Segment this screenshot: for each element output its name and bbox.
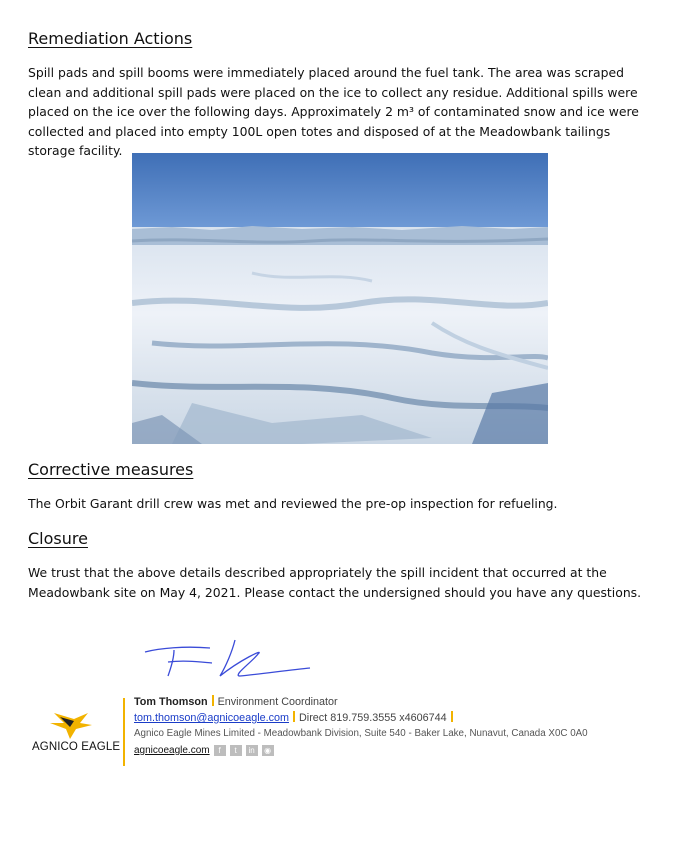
section-heading-remediation: Remediation Actions <box>28 29 193 48</box>
facebook-icon[interactable]: f <box>214 745 226 756</box>
site-photo <box>132 153 548 444</box>
twitter-icon[interactable]: t <box>230 745 242 756</box>
gold-separator <box>212 695 214 706</box>
signer-name: Tom Thomson <box>134 696 208 708</box>
company-address: Agnico Eagle Mines Limited - Meadowbank Division, Suite 540 - Baker Lake, Nunavut, Canada X0C 0A0 <box>134 728 588 739</box>
camera-icon[interactable]: ◉ <box>262 745 274 756</box>
signer-email-link[interactable]: tom.thomson@agnicoeagle.com <box>134 712 289 724</box>
section-heading-corrective: Corrective measures <box>28 460 194 479</box>
handwritten-signature <box>140 632 320 687</box>
section-body-closure: We trust that the above details described appropriately the spill incident that occurred at the Meadowbank site on May 4, 2021. Please contact the undersigned should you have any questions. <box>28 565 642 600</box>
signature-divider <box>123 698 125 766</box>
signer-title: Environment Coordinator <box>217 696 338 708</box>
gold-separator <box>293 711 295 722</box>
signature-card <box>134 694 588 759</box>
gold-separator <box>451 711 453 722</box>
signer-phone: Direct 819.759.3555 x4606744 <box>299 712 447 724</box>
linkedin-icon[interactable]: in <box>246 745 258 756</box>
section-body-remediation: Spill pads and spill booms were immediately placed around the fuel tank. The area was scraped clean and additional spill pads were placed on the ice to collect any residue. Additional spills were placed on the ice over the following days. Approximately 2 m³ of contaminated snow and ice were collected and placed into empty 100L open totes and disposed of at the Meadowbank tailings storage facility. <box>28 65 639 158</box>
section-body-corrective: The Orbit Garant drill crew was met and reviewed the pre-op inspection for refueling. <box>28 496 558 511</box>
company-logo-text: AGNICO EAGLE <box>32 741 121 753</box>
website-link[interactable]: agnicoeagle.com <box>134 745 210 756</box>
section-heading-closure: Closure <box>28 529 88 548</box>
